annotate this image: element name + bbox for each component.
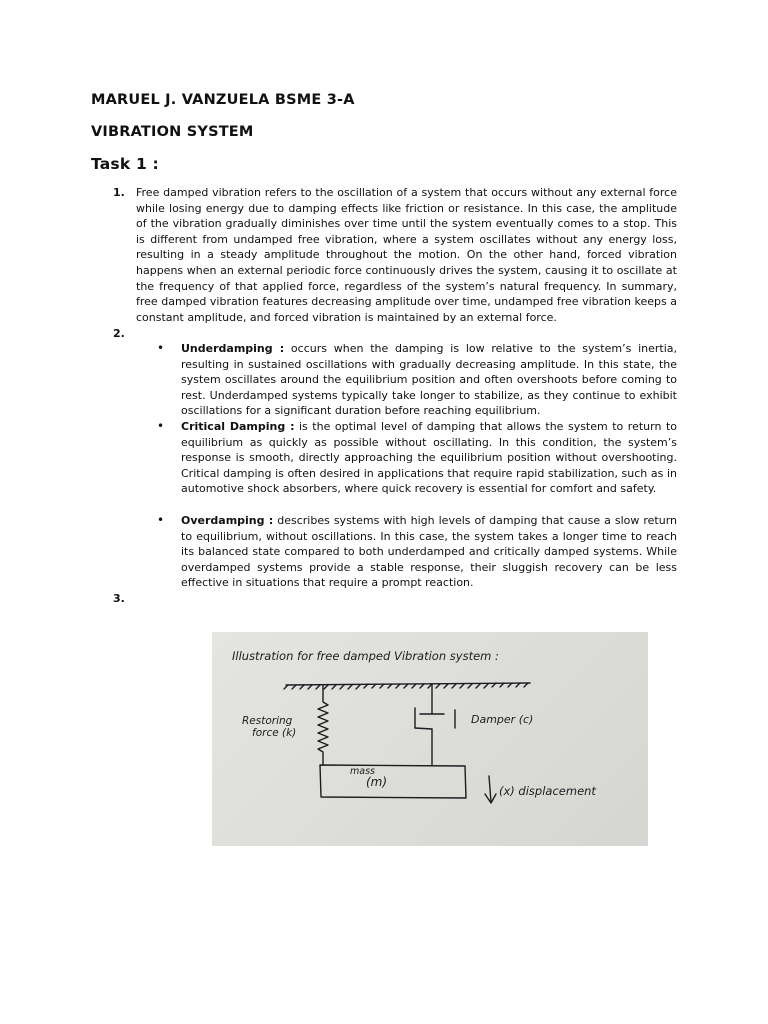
term-overdamping: Overdamping : bbox=[181, 514, 274, 527]
item-number-1: 1. bbox=[113, 186, 125, 199]
mass-label-2: (m) bbox=[366, 775, 388, 789]
bullet-marker: • bbox=[157, 513, 165, 527]
item-1-paragraph: Free damped vibration refers to the oscillation of a system that occurs without any external force while losing energy due to damping effects like friction or resistance. In this case, the amplitude of the vibration gradually diminishes over time until the system eventually comes to a stop. This is different from undamped free vibration, where a system oscillates without any energy loss, resulting in a steady amplitude throughout the motion. On the other hand, forced vibration happens when an external periodic force continuously drives the system, causing it to oscillate at the frequency of that applied force, regardless of the system’s natural frequency. In summary, free damped vibration features decreasing amplitude over time, undamped free vibration keeps a constant amplitude, and forced vibration is maintained by an external force. bbox=[136, 186, 677, 324]
mass-label-1: mass bbox=[350, 766, 375, 777]
restoring-force-label-2: force (k) bbox=[252, 727, 297, 739]
term-critical-damping: Critical Damping : bbox=[181, 420, 295, 433]
mass-block bbox=[320, 765, 466, 798]
bullet-underdamping bbox=[181, 341, 677, 419]
bullet-overdamping bbox=[181, 513, 677, 591]
bullet-critical-damping bbox=[181, 419, 677, 497]
spring-element bbox=[318, 685, 328, 765]
spring-mass-damper-drawing bbox=[212, 632, 648, 846]
displacement-arrow-shaft bbox=[489, 776, 491, 802]
bullet-marker: • bbox=[157, 341, 165, 355]
term-underdamping: Underdamping : bbox=[181, 342, 285, 355]
damper-cylinder-bottom bbox=[415, 728, 432, 729]
bullet-text: is the optimal level of damping that allows the system to return to equilibrium as quickly as possible without oscillating. In this condition, the system’s response is smooth, directly approaching the equilibrium position without overshooting. Critical damping is often desired in applications that require rapid stabilization, such as in automotive shock absorbers, where quick recovery is essential for comfort and safety. bbox=[181, 420, 677, 496]
figure-caption: Illustration for free damped Vibration system : bbox=[232, 649, 499, 663]
author-line: MARUEL J. VANZUELA BSME 3-A bbox=[91, 92, 355, 108]
item-number-3: 3. bbox=[113, 592, 125, 605]
item-number-2: 2. bbox=[113, 327, 125, 340]
damper-label: Damper (c) bbox=[471, 713, 534, 726]
document-title: VIBRATION SYSTEM bbox=[91, 124, 254, 140]
bullet-text: describes systems with high levels of damping that cause a slow return to equilibrium, without oscillations. In this case, the system takes a longer time to reach its balanced state compared to both underdamped and critically damped systems. While overdamped systems provide a stable response, their sluggish recovery can be less effective in situations that require a prompt reaction. bbox=[181, 514, 677, 590]
bullet-text: occurs when the damping is low relative to the system’s inertia, resulting in sustained oscillations with gradually decreasing amplitude. In this state, the system oscillates around the equilibrium position and often overshoots before coming to rest. Underdamped systems typically take longer to stabilize, as they continue to exhibit oscillations for a significant duration before reaching equilibrium. bbox=[181, 342, 678, 418]
displacement-label: (x) displacement bbox=[499, 784, 596, 798]
bullet-marker: • bbox=[157, 419, 165, 433]
vibration-illustration bbox=[212, 632, 648, 846]
restoring-force-label-1: Restoring bbox=[242, 715, 293, 727]
task-title: Task 1 : bbox=[91, 155, 159, 173]
